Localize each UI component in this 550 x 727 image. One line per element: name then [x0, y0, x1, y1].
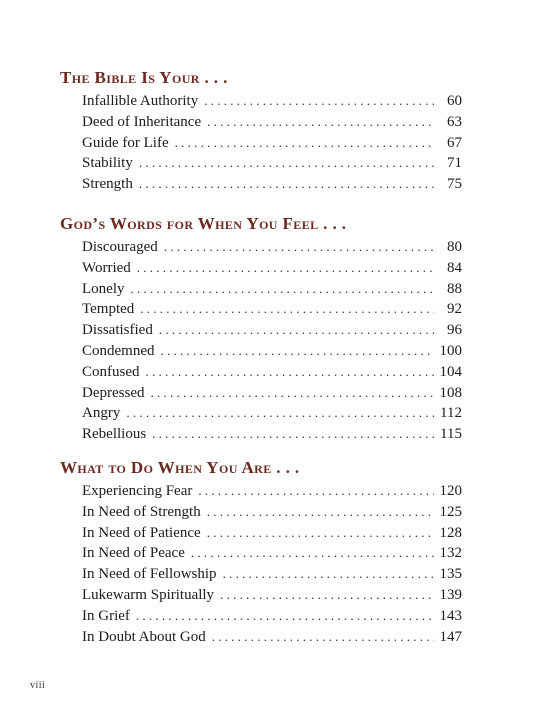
entry-title: Lukewarm Spiritually — [82, 586, 215, 603]
dot-leader — [150, 383, 434, 404]
toc-entry[interactable] — [82, 320, 462, 341]
entry-page-number: 125 — [439, 503, 462, 520]
entry-title: Deed of Inheritance — [82, 113, 202, 130]
entry-title: In Doubt About God — [82, 628, 206, 645]
toc-entry[interactable] — [82, 299, 462, 320]
dot-leader — [140, 299, 434, 320]
entry-page-number: 96 — [447, 322, 462, 339]
entry-title: Angry — [82, 405, 121, 422]
entry-title: Discouraged — [82, 239, 158, 255]
toc-entry[interactable] — [82, 341, 462, 362]
entry-title: Strength — [82, 176, 133, 193]
section-heading: God’s Words for When You Feel . . . — [60, 214, 347, 233]
toc-entry[interactable] — [82, 279, 462, 300]
toc-entry[interactable] — [82, 153, 462, 174]
entry-title: Stability — [82, 155, 133, 172]
dot-leader — [161, 341, 435, 362]
entry-title: Worried — [82, 259, 131, 276]
entry-title: Condemned — [82, 342, 155, 359]
toc-entry[interactable] — [82, 237, 462, 258]
dot-leader — [164, 237, 434, 258]
entry-title: In Need of Fellowship — [82, 566, 217, 583]
entry-page-number: 108 — [439, 384, 462, 401]
entry-page-number: 100 — [439, 342, 462, 359]
dot-leader — [136, 606, 434, 627]
entry-page-number: 143 — [439, 607, 462, 624]
toc-list — [82, 481, 462, 647]
entry-page-number: 92 — [447, 301, 462, 318]
dot-leader — [220, 585, 434, 606]
dot-leader — [204, 91, 434, 112]
entry-page-number: 104 — [439, 363, 462, 380]
entry-page-number: 128 — [439, 524, 462, 541]
dot-leader — [139, 174, 434, 195]
toc-entry[interactable] — [82, 585, 462, 606]
entry-title: Guide for Life — [82, 134, 169, 151]
entry-page-number: 135 — [439, 566, 462, 583]
entry-title: Lonely — [82, 280, 125, 297]
toc-entry[interactable] — [82, 174, 462, 195]
entry-page-number: 147 — [439, 628, 462, 645]
dot-leader — [146, 362, 435, 383]
dot-leader — [139, 153, 434, 174]
entry-page-number: 88 — [447, 280, 462, 297]
toc-entry[interactable] — [82, 502, 462, 523]
toc-entry[interactable] — [82, 403, 462, 424]
toc-list — [82, 91, 462, 195]
toc-entry[interactable] — [82, 424, 462, 445]
entry-page-number: 84 — [447, 259, 462, 276]
dot-leader — [223, 564, 434, 585]
dot-leader — [207, 523, 434, 544]
entry-page-number: 71 — [447, 155, 462, 172]
entry-title: Dissatisfied — [82, 322, 153, 339]
entry-title: In Grief — [82, 607, 130, 624]
toc-entry[interactable] — [82, 564, 462, 585]
toc-entry[interactable] — [82, 523, 462, 544]
section-heading: What to Do When You Are . . . — [60, 458, 300, 477]
toc-entry[interactable] — [82, 481, 462, 502]
toc-entry[interactable] — [82, 543, 462, 564]
entry-page-number: 115 — [440, 426, 462, 443]
dot-leader — [191, 543, 434, 564]
dot-leader — [175, 133, 434, 154]
dot-leader — [207, 502, 434, 523]
entry-page-number: 112 — [440, 405, 462, 422]
entry-page-number: 60 — [447, 93, 462, 109]
entry-page-number: 139 — [439, 586, 462, 603]
entry-title: Confused — [82, 363, 140, 380]
toc-entry[interactable] — [82, 258, 462, 279]
toc-entry[interactable] — [82, 362, 462, 383]
dot-leader — [212, 627, 434, 648]
entry-page-number: 132 — [439, 545, 462, 562]
dot-leader — [198, 481, 434, 502]
dot-leader — [207, 112, 434, 133]
entry-title: Tempted — [82, 301, 135, 318]
entry-page-number: 63 — [447, 113, 462, 130]
toc-entry[interactable] — [82, 627, 462, 648]
entry-title: In Need of Peace — [82, 545, 185, 562]
toc-entry[interactable] — [82, 133, 462, 154]
toc-entry[interactable] — [82, 112, 462, 133]
entry-title: In Need of Patience — [82, 524, 201, 541]
entry-page-number: 120 — [439, 483, 462, 499]
toc-entry[interactable] — [82, 383, 462, 404]
dot-leader — [131, 279, 435, 300]
section-heading: The Bible Is Your . . . — [60, 68, 228, 87]
dot-leader — [159, 320, 434, 341]
entry-title: Depressed — [82, 384, 145, 401]
entry-title: In Need of Strength — [82, 503, 201, 520]
page-folio: viii — [30, 680, 46, 691]
entry-title: Experiencing Fear — [82, 483, 193, 499]
toc-list — [82, 237, 462, 445]
toc-entry[interactable] — [82, 606, 462, 627]
entry-title: Rebellious — [82, 426, 147, 443]
dot-leader — [152, 424, 434, 445]
entry-page-number: 80 — [447, 239, 462, 255]
dot-leader — [137, 258, 434, 279]
dot-leader — [126, 403, 434, 424]
toc-entry[interactable] — [82, 91, 462, 112]
entry-page-number: 67 — [447, 134, 462, 151]
entry-page-number: 75 — [447, 176, 462, 193]
entry-title: Infallible Authority — [82, 93, 199, 109]
